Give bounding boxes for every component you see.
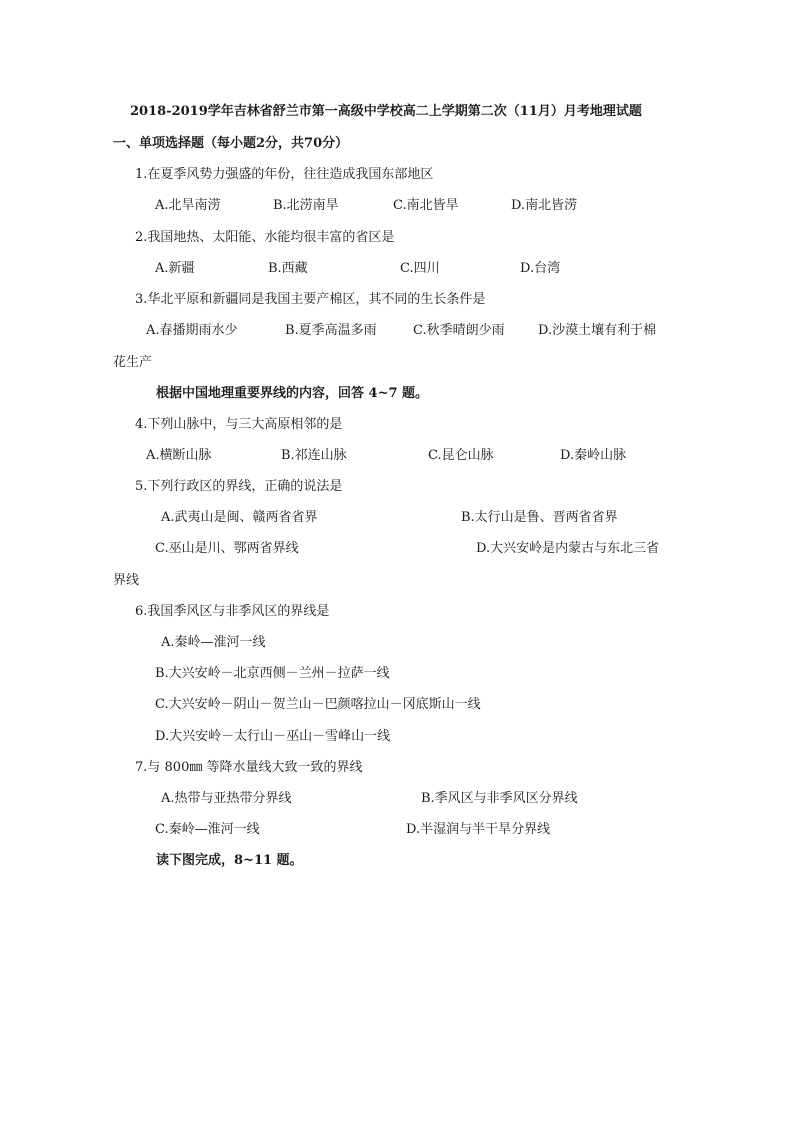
question-5-option-c: C.巫山是川、鄂两省界线 xyxy=(155,541,299,556)
question-7-option-c: C.秦岭—淮河一线 xyxy=(155,822,260,837)
question-6-option-d: D.大兴安岭－太行山－巫山－雪峰山一线 xyxy=(155,729,391,744)
question-1-option-b: B.北涝南旱 xyxy=(273,198,339,213)
instruction-8-11: 读下图完成，8~11 题。 xyxy=(156,853,303,868)
question-2-option-c: C.四川 xyxy=(400,261,440,276)
instruction-4-7: 根据中国地理重要界线的内容，回答 4~7 题。 xyxy=(156,386,429,401)
question-5-option-a: A.武夷山是闽、赣两省省界 xyxy=(161,510,318,525)
question-1-option-a: A.北旱南涝 xyxy=(155,198,221,213)
question-2-option-b: B.西藏 xyxy=(268,261,308,276)
question-1-option-c: C.南北皆旱 xyxy=(393,198,459,213)
question-3-option-d-continued: 花生产 xyxy=(113,355,153,370)
question-4-option-a: A.横断山脉 xyxy=(146,448,212,463)
question-4-option-c: C.昆仑山脉 xyxy=(428,448,494,463)
question-7-option-d: D.半湿润与半干旱分界线 xyxy=(406,822,551,837)
question-2-stem: 2.我国地热、太阳能、水能均很丰富的省区是 xyxy=(135,230,395,245)
section-heading: 一、单项选择题（每小题2分，共70分） xyxy=(113,136,349,151)
question-1-stem: 1.在夏季风势力强盛的年份，往往造成我国东部地区 xyxy=(135,167,434,182)
question-7-stem: 7.与 800㎜ 等降水量线大致一致的界线 xyxy=(135,760,363,775)
question-3-option-d: D.沙漠土壤有利于棉 xyxy=(538,323,657,338)
question-6-option-b: B.大兴安岭－北京西侧－兰州－拉萨一线 xyxy=(155,666,390,681)
question-3-stem: 3.华北平原和新疆同是我国主要产棉区，其不同的生长条件是 xyxy=(135,292,486,307)
page-title: 2018-2019学年吉林省舒兰市第一高级中学校高二上学期第二次（11月）月考地理试题 xyxy=(130,104,642,119)
question-4-option-d: D.秦岭山脉 xyxy=(560,448,627,463)
question-6-option-a: A.秦岭—淮河一线 xyxy=(161,635,266,650)
question-5-option-b: B.太行山是鲁、晋两省省界 xyxy=(461,510,618,525)
question-2-option-a: A.新疆 xyxy=(155,261,195,276)
question-7-option-a: A.热带与亚热带分界线 xyxy=(161,791,292,806)
question-6-option-c: C.大兴安岭－阴山－贺兰山－巴颜喀拉山－冈底斯山一线 xyxy=(155,697,481,712)
question-6-stem: 6.我国季风区与非季风区的界线是 xyxy=(135,604,330,619)
question-7-option-b: B.季风区与非季风区分界线 xyxy=(421,791,578,806)
question-3-option-c: C.秋季晴朗少雨 xyxy=(413,323,505,338)
question-5-option-d-continued: 界线 xyxy=(113,573,140,588)
question-4-option-b: B.祁连山脉 xyxy=(281,448,347,463)
question-3-option-b: B.夏季高温多雨 xyxy=(285,323,377,338)
question-4-stem: 4.下列山脉中，与三大高原相邻的是 xyxy=(135,417,343,432)
question-1-option-d: D.南北皆涝 xyxy=(511,198,578,213)
question-2-option-d: D.台湾 xyxy=(520,261,561,276)
question-5-option-d: D.大兴安岭是内蒙古与东北三省 xyxy=(476,541,660,556)
question-3-option-a: A.春播期雨水少 xyxy=(146,323,238,338)
question-5-stem: 5.下列行政区的界线，正确的说法是 xyxy=(135,479,343,494)
